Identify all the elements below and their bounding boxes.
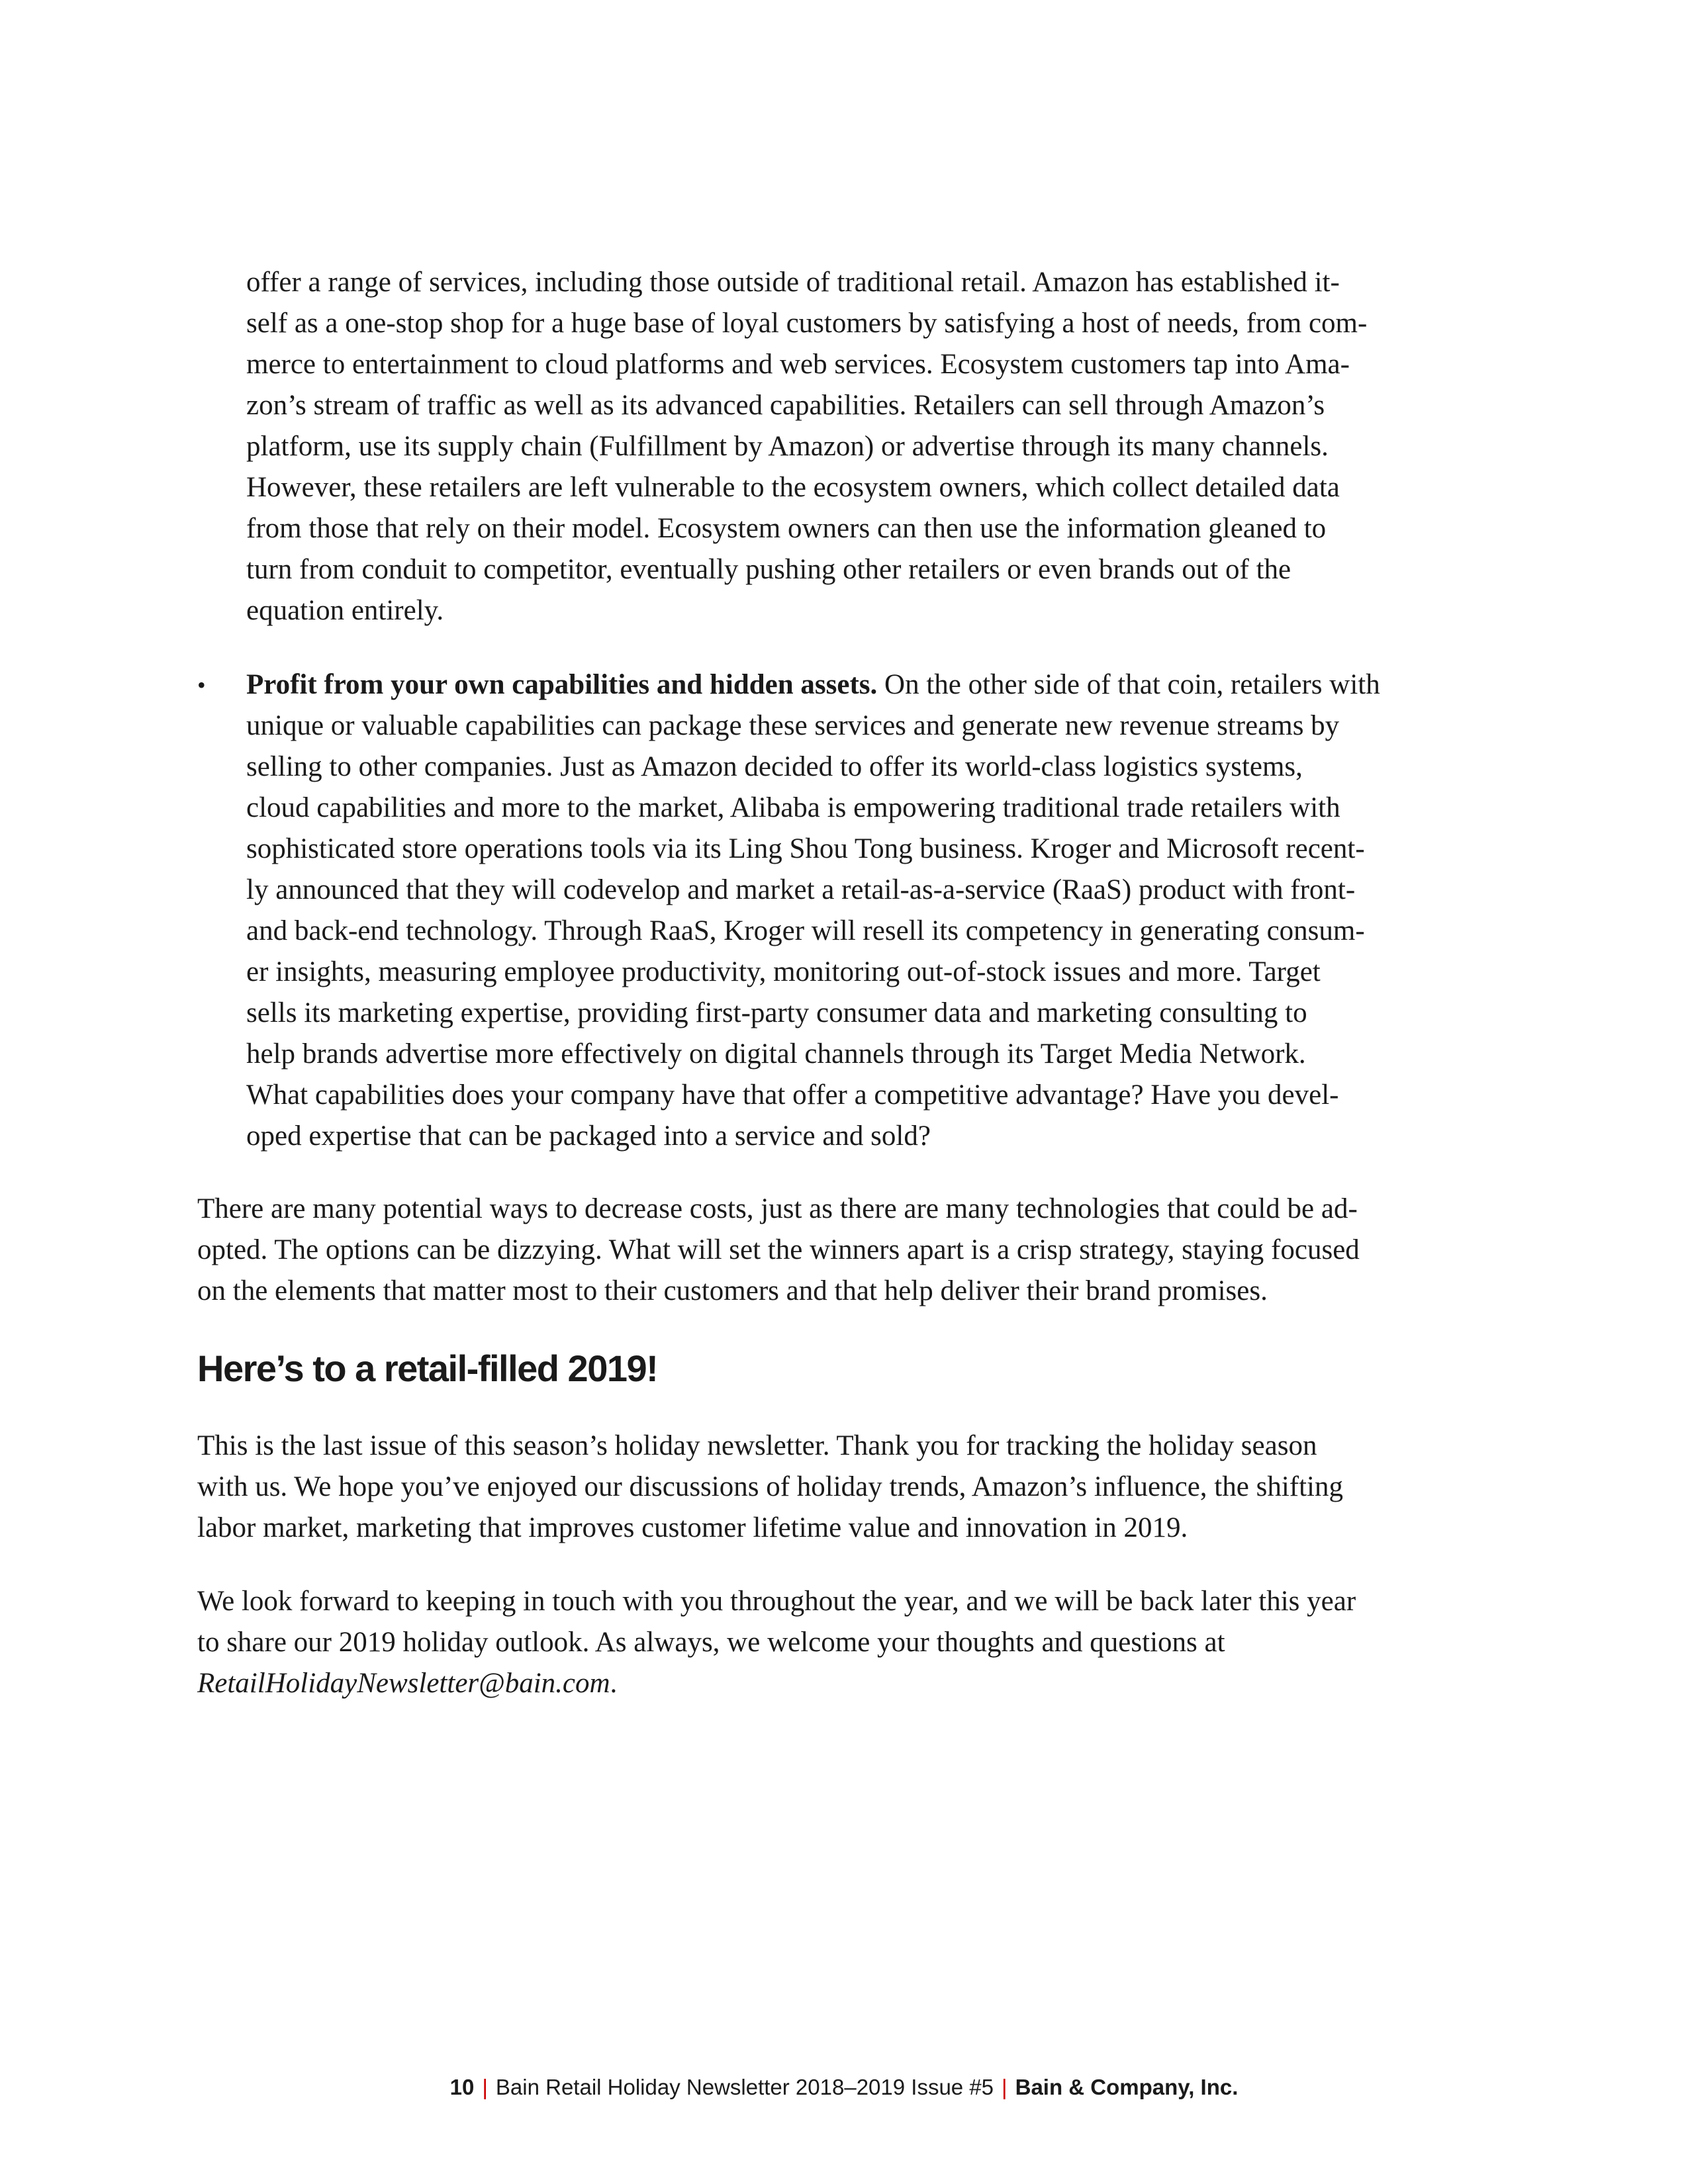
text-line: to share our 2019 holiday outlook. As always, we welcome your thoughts and questions at — [197, 1627, 1225, 1658]
text-line — [246, 664, 1380, 705]
page-number: 10 — [449, 2075, 475, 2099]
email-link[interactable]: RetailHolidayNewsletter@bain.com — [197, 1668, 610, 1699]
text-line — [197, 1663, 1356, 1704]
text-line: sophisticated store operations tools via its Ling Shou Tong business. Kroger and Microsoft recent- — [246, 833, 1365, 864]
text-line: What capabilities does your company have that offer a competitive advantage? Have you devel- — [246, 1079, 1339, 1111]
text-line: oped expertise that can be packaged into a service and sold? — [246, 1120, 931, 1152]
text-line: cloud capabilities and more to the market, Alibaba is empowering traditional trade retailers with — [246, 792, 1340, 823]
bullet-first-line-rest: On the other side of that coin, retailers with — [877, 669, 1380, 700]
page-footer — [0, 2071, 1688, 2103]
publication-title: Bain Retail Holiday Newsletter 2018–2019 Issue #5 — [495, 2075, 994, 2099]
text-line: er insights, measuring employee productivity, monitoring out-of-stock issues and more. Target — [246, 956, 1321, 987]
text-line: This is the last issue of this season’s holiday newsletter. Thank you for tracking the holiday season — [197, 1430, 1317, 1461]
text-line: merce to entertainment to cloud platforms and web services. Ecosystem customers tap into Ama- — [246, 349, 1350, 380]
company-name: Bain & Company, Inc. — [1015, 2075, 1239, 2099]
text-line: on the elements that matter most to their customers and that help deliver their brand promises. — [197, 1275, 1268, 1306]
text-line: opted. The options can be dizzying. What will set the winners apart is a crisp strategy, staying focused — [197, 1234, 1360, 1265]
text-line: We look forward to keeping in touch with you throughout the year, and we will be back later this year — [197, 1586, 1356, 1617]
text-line: zon’s stream of traffic as well as its advanced capabilities. Retailers can sell through Amazon’s — [246, 390, 1325, 421]
paragraph-costs — [197, 1189, 1360, 1312]
text-line: unique or valuable capabilities can package these services and generate new revenue streams by — [246, 710, 1340, 741]
text-line: However, these retailers are left vulnerable to the ecosystem owners, which collect detailed data — [246, 472, 1340, 503]
text-line: turn from conduit to competitor, eventually pushing other retailers or even brands out of the — [246, 554, 1291, 585]
footer-separator: | — [1002, 2075, 1008, 2099]
paragraph-last-issue — [197, 1426, 1343, 1549]
email-suffix: . — [610, 1668, 618, 1699]
paragraph-ecosystem — [246, 262, 1367, 631]
text-line: There are many potential ways to decrease costs, just as there are many technologies that could be ad- — [197, 1193, 1358, 1224]
section-heading: Here’s to a retail-filled 2019! — [197, 1347, 658, 1389]
text-line: self as a one-stop shop for a huge base of loyal customers by satisfying a host of needs, from com- — [246, 308, 1368, 339]
paragraph-contact — [197, 1581, 1356, 1704]
text-line: and back-end technology. Through RaaS, Kroger will resell its competency in generating consum- — [246, 915, 1365, 946]
text-line: equation entirely. — [246, 595, 444, 626]
text-line: selling to other companies. Just as Amazon decided to offer its world-class logistics systems, — [246, 751, 1303, 782]
text-line: ly announced that they will codevelop and market a retail-as-a-service (RaaS) product with front- — [246, 874, 1356, 905]
bullet-profit-capabilities — [246, 664, 1380, 1157]
text-line: platform, use its supply chain (Fulfillment by Amazon) or advertise through its many channels. — [246, 431, 1329, 462]
bullet-marker: • — [197, 672, 206, 698]
text-line: offer a range of services, including those outside of traditional retail. Amazon has established it- — [246, 267, 1340, 298]
bullet-lead: Profit from your own capabilities and hidden assets. — [246, 669, 878, 700]
text-line: help brands advertise more effectively on digital channels through its Target Media Network. — [246, 1038, 1306, 1069]
text-line: labor market, marketing that improves customer lifetime value and innovation in 2019. — [197, 1512, 1188, 1543]
footer-separator: | — [482, 2075, 488, 2099]
text-line: with us. We hope you’ve enjoyed our discussions of holiday trends, Amazon’s influence, the shifting — [197, 1471, 1343, 1502]
text-line: sells its marketing expertise, providing first-party consumer data and marketing consulting to — [246, 997, 1307, 1028]
text-line: from those that rely on their model. Ecosystem owners can then use the information gleaned to — [246, 513, 1327, 544]
